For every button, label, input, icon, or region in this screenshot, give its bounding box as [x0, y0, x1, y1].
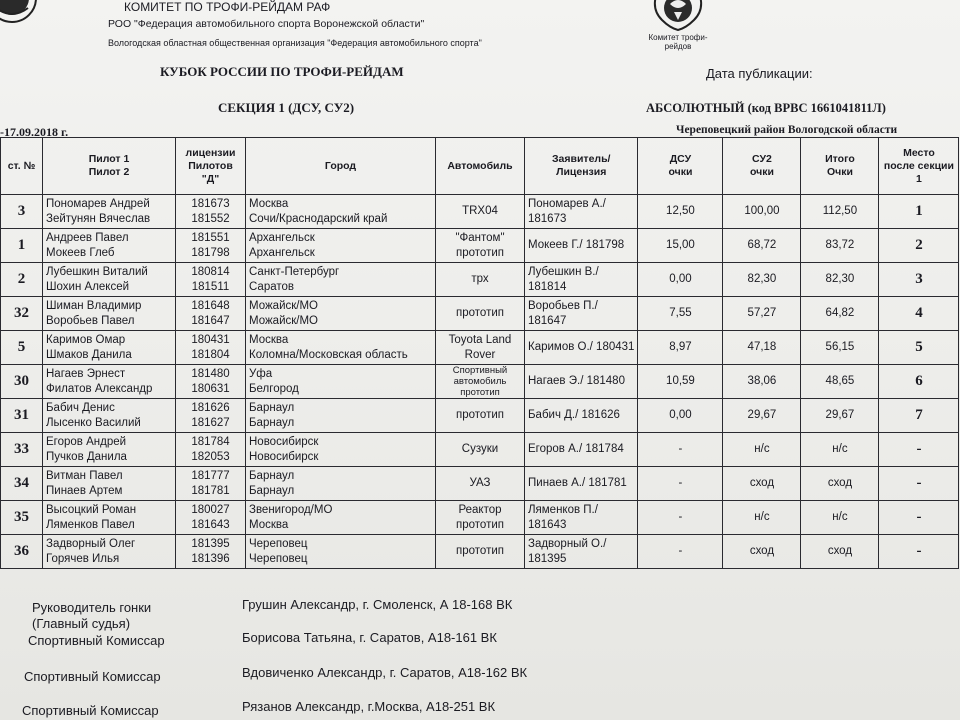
header-num: ст. №: [1, 138, 43, 195]
city-1: Звенигород/МО: [249, 503, 333, 516]
applicant-line-1: Пинаев А./ 181781: [528, 477, 627, 489]
license-1: 181395: [191, 537, 230, 550]
city-cell: [246, 229, 436, 263]
car-cell: прототип: [436, 297, 525, 331]
city-1: Уфа: [249, 367, 273, 380]
car-cell: Toyota Land Rover: [436, 331, 525, 365]
car-cell: Реактор прототип: [436, 501, 525, 535]
start-number: 1: [1, 229, 43, 263]
signature-name: Борисова Татьяна, г. Саратов, А18-161 ВК: [242, 630, 497, 645]
su2-score: 29,67: [723, 399, 801, 433]
signature-role: Спортивный Комиссар: [22, 703, 159, 718]
table-row: [1, 467, 959, 501]
place: -: [879, 501, 959, 535]
place: -: [879, 467, 959, 501]
city-cell: [246, 263, 436, 297]
pilots-cell: [43, 399, 176, 433]
header-city: Город: [246, 138, 436, 195]
car-cell: прототип: [436, 399, 525, 433]
start-number: 33: [1, 433, 43, 467]
header-car: Автомобиль: [436, 138, 525, 195]
applicant-line-1: Воробьев П./: [528, 299, 598, 312]
place: 4: [879, 297, 959, 331]
pilots-cell: [43, 229, 176, 263]
pilot-2: Шмаков Данила: [46, 348, 132, 361]
header-su2: СУ2 очки: [723, 138, 801, 195]
raf-logo-left: [0, 0, 42, 24]
city-1: Барнаул: [249, 401, 295, 414]
header-place: Место после секции 1: [879, 138, 959, 195]
start-number: 32: [1, 297, 43, 331]
license-1: 181673: [191, 197, 230, 210]
city-2: Архангельск: [249, 246, 315, 259]
license-2: 182053: [191, 450, 230, 463]
license-2: 181396: [191, 552, 230, 565]
applicant-cell: [525, 535, 638, 569]
license-2: 181643: [191, 518, 230, 531]
total-score: сход: [801, 467, 879, 501]
su2-score: 82,30: [723, 263, 801, 297]
licenses-cell: [176, 195, 246, 229]
license-2: 181647: [191, 314, 230, 327]
license-2: 181627: [191, 416, 230, 429]
pilots-cell: [43, 467, 176, 501]
pilot-1: Шиман Владимир: [46, 299, 142, 312]
license-2: 181552: [191, 212, 230, 225]
table-row: [1, 399, 959, 433]
header-dsu: ДСУ очки: [638, 138, 723, 195]
pilots-cell: [43, 433, 176, 467]
license-1: 181480: [191, 367, 230, 380]
table-row: [1, 297, 959, 331]
place: 6: [879, 365, 959, 399]
licenses-cell: [176, 399, 246, 433]
city-1: Архангельск: [249, 231, 315, 244]
pilot-2: Шохин Алексей: [46, 280, 130, 293]
city-cell: [246, 399, 436, 433]
total-score: 48,65: [801, 365, 879, 399]
applicant-line-2: 181647: [528, 314, 567, 327]
applicant-cell: [525, 297, 638, 331]
applicant-line-2: 181643: [528, 518, 567, 531]
car-cell: трх: [436, 263, 525, 297]
start-number: 30: [1, 365, 43, 399]
header-licenses: лицензии Пилотов "Д": [176, 138, 246, 195]
city-2: Можайск/МО: [249, 314, 318, 327]
table-row: [1, 501, 959, 535]
start-number: 36: [1, 535, 43, 569]
total-score: 56,15: [801, 331, 879, 365]
header-pilots: Пилот 1 Пилот 2: [43, 138, 176, 195]
dsu-score: 8,97: [638, 331, 723, 365]
applicant-line-1: Пономарев А./: [528, 197, 606, 210]
car-cell: УАЗ: [436, 467, 525, 501]
license-1: 181777: [191, 469, 230, 482]
event-date: -17.09.2018 г.: [0, 125, 69, 139]
city-1: Череповец: [249, 537, 308, 550]
su2-score: 47,18: [723, 331, 801, 365]
su2-score: 68,72: [723, 229, 801, 263]
city-2: Барнаул: [249, 484, 295, 497]
pilot-1: Егоров Андрей: [46, 435, 127, 448]
applicant-cell: [525, 501, 638, 535]
pilot-2: Филатов Александр: [46, 382, 153, 395]
place: -: [879, 433, 959, 467]
header-total: Итого Очки: [801, 138, 879, 195]
car-cell: Сузуки: [436, 433, 525, 467]
place: 2: [879, 229, 959, 263]
city-2: Новосибирск: [249, 450, 319, 463]
total-score: 29,67: [801, 399, 879, 433]
applicant-cell: [525, 229, 638, 263]
licenses-cell: [176, 297, 246, 331]
signature-name: Рязанов Александр, г.Москва, А18-251 ВК: [242, 699, 496, 714]
section-title: СЕКЦИЯ 1 (ДСУ, СУ2): [218, 100, 355, 115]
city-1: Новосибирск: [249, 435, 319, 448]
license-1: 181626: [191, 401, 230, 414]
place: 7: [879, 399, 959, 433]
car-cell: TRX04: [436, 195, 525, 229]
city-2: Барнаул: [249, 416, 295, 429]
pilot-1: Витман Павел: [46, 469, 123, 482]
pilot-1: Нагаев Эрнест: [46, 367, 126, 380]
pilot-2: Пучков Данила: [46, 450, 127, 463]
city-cell: [246, 297, 436, 331]
table-row: [1, 331, 959, 365]
signature-role: Руководитель гонки: [32, 600, 152, 615]
licenses-cell: [176, 229, 246, 263]
applicant-line-1: Егоров А./ 181784: [528, 443, 624, 455]
su2-score: 38,06: [723, 365, 801, 399]
place: 3: [879, 263, 959, 297]
dsu-score: -: [638, 433, 723, 467]
city-2: Коломна/Московская область: [249, 348, 408, 361]
trophy-committee-logo: [648, 0, 708, 34]
dsu-score: 12,50: [638, 195, 723, 229]
su2-score: 57,27: [723, 297, 801, 331]
dsu-score: -: [638, 535, 723, 569]
pilot-1: Каримов Омар: [46, 333, 126, 346]
applicant-cell: [525, 331, 638, 365]
logo-caption: Комитет трофи-рейдов: [648, 33, 708, 51]
city-2: Сочи/Краснодарский край: [249, 212, 388, 225]
committee-title: КОМИТЕТ ПО ТРОФИ-РЕЙДАМ РАФ: [124, 0, 331, 14]
cup-title: КУБОК РОССИИ ПО ТРОФИ-РЕЙДАМ: [160, 64, 404, 79]
city-cell: [246, 365, 436, 399]
start-number: 2: [1, 263, 43, 297]
applicant-line-1: Ляменков П./: [528, 503, 598, 516]
dsu-score: 10,59: [638, 365, 723, 399]
signature-role: Спортивный Комиссар: [28, 633, 165, 648]
licenses-cell: [176, 535, 246, 569]
license-2: 180631: [191, 382, 230, 395]
pilots-cell: [43, 501, 176, 535]
applicant-cell: [525, 195, 638, 229]
total-score: сход: [801, 535, 879, 569]
city-cell: [246, 535, 436, 569]
license-1: 180431: [191, 333, 230, 346]
licenses-cell: [176, 433, 246, 467]
applicant-cell: [525, 433, 638, 467]
applicant-line-1: Мокеев Г./ 181798: [528, 239, 625, 251]
license-1: 181784: [191, 435, 230, 448]
license-2: 181798: [191, 246, 230, 259]
city-cell: [246, 195, 436, 229]
dsu-score: 0,00: [638, 263, 723, 297]
total-score: 83,72: [801, 229, 879, 263]
licenses-cell: [176, 365, 246, 399]
pilot-1: Пономарев Андрей: [46, 197, 150, 210]
pilots-cell: [43, 331, 176, 365]
results-table: [0, 137, 959, 569]
table-row: [1, 229, 959, 263]
su2-score: н/с: [723, 501, 801, 535]
start-number: 5: [1, 331, 43, 365]
dsu-score: 7,55: [638, 297, 723, 331]
absolute-label: АБСОЛЮТНЫЙ (код ВРВС 1661041811Л): [646, 101, 886, 115]
licenses-cell: [176, 501, 246, 535]
pilot-2: Воробьев Павел: [46, 314, 135, 327]
applicant-line-1: Задворный О./: [528, 537, 607, 550]
pilot-2: Зейтунян Вячеслав: [46, 212, 151, 225]
license-1: 181551: [191, 231, 230, 244]
applicant-cell: [525, 263, 638, 297]
applicant-cell: [525, 399, 638, 433]
applicant-line-2: 181673: [528, 212, 567, 225]
license-1: 181648: [191, 299, 230, 312]
car-cell: прототип: [436, 535, 525, 569]
licenses-cell: [176, 263, 246, 297]
car-cell: "Фантом" прототип: [436, 229, 525, 263]
pilot-2: Мокеев Глеб: [46, 246, 115, 259]
start-number: 34: [1, 467, 43, 501]
header-applicant: Заявитель/ Лицензия: [525, 138, 638, 195]
total-score: 112,50: [801, 195, 879, 229]
total-score: н/с: [801, 433, 879, 467]
city-2: Саратов: [249, 280, 295, 293]
licenses-cell: [176, 467, 246, 501]
license-2: 181781: [191, 484, 230, 497]
applicant-line-2: 181395: [528, 552, 567, 565]
dsu-score: -: [638, 467, 723, 501]
city-1: Санкт-Петербург: [249, 265, 340, 278]
pilot-1: Андреев Павел: [46, 231, 129, 244]
publication-date-label: Дата публикации:: [706, 66, 813, 81]
city-2: Белгород: [249, 382, 299, 395]
region: Череповецкий район Вологодской области: [676, 124, 898, 136]
place: 1: [879, 195, 959, 229]
pilot-2: Ляменков Павел: [46, 518, 135, 531]
total-score: н/с: [801, 501, 879, 535]
pilot-2: Лысенко Василий: [46, 416, 141, 429]
dsu-score: -: [638, 501, 723, 535]
applicant-line-1: Нагаев Э./ 181480: [528, 375, 625, 387]
table-row: [1, 365, 959, 399]
license-1: 180027: [191, 503, 230, 516]
applicant-line-1: Бабич Д./ 181626: [528, 409, 620, 421]
city-1: Москва: [249, 197, 289, 210]
city-1: Москва: [249, 333, 289, 346]
total-score: 82,30: [801, 263, 879, 297]
table-row: [1, 195, 959, 229]
pilots-cell: [43, 195, 176, 229]
signature-name: Грушин Александр, г. Смоленск, А 18-168 ВК: [242, 597, 513, 612]
city-1: Барнаул: [249, 469, 295, 482]
city-cell: [246, 501, 436, 535]
applicant-line-1: Лубешкин В./: [528, 265, 599, 278]
applicant-line-2: 181814: [528, 280, 567, 293]
pilot-1: Лубешкин Виталий: [46, 265, 148, 278]
city-2: Череповец: [249, 552, 308, 565]
table-row: [1, 263, 959, 297]
org-title: Вологодская областная общественная организация "Федерация автомобильного спорта": [108, 38, 482, 48]
su2-score: сход: [723, 467, 801, 501]
city-2: Москва: [249, 518, 289, 531]
signature-role-sub: (Главный судья): [32, 616, 131, 631]
pilots-cell: [43, 535, 176, 569]
pilot-1: Задворный Олег: [46, 537, 136, 550]
start-number: 35: [1, 501, 43, 535]
licenses-cell: [176, 331, 246, 365]
table-row: [1, 433, 959, 467]
place: 5: [879, 331, 959, 365]
pilot-2: Горячев Илья: [46, 552, 120, 565]
applicant-cell: [525, 365, 638, 399]
license-2: 181511: [191, 280, 230, 293]
dsu-score: 15,00: [638, 229, 723, 263]
pilot-2: Пинаев Артем: [46, 484, 123, 497]
dsu-score: 0,00: [638, 399, 723, 433]
pilots-cell: [43, 297, 176, 331]
city-cell: [246, 433, 436, 467]
su2-score: сход: [723, 535, 801, 569]
applicant-line-1: Каримов О./ 180431: [528, 341, 635, 353]
applicant-cell: [525, 467, 638, 501]
signature-role: Спортивный Комиссар: [24, 669, 161, 684]
table-row: [1, 535, 959, 569]
city-cell: [246, 331, 436, 365]
table-header-row: [1, 138, 959, 195]
license-2: 181804: [191, 348, 230, 361]
pilots-cell: [43, 263, 176, 297]
pilots-cell: [43, 365, 176, 399]
start-number: 3: [1, 195, 43, 229]
city-1: Можайск/МО: [249, 299, 318, 312]
pilot-1: Бабич Денис: [46, 401, 115, 414]
pilot-1: Высоцкий Роман: [46, 503, 137, 516]
signature-name: Вдовиченко Александр, г. Саратов, А18-162 ВК: [242, 665, 528, 680]
start-number: 31: [1, 399, 43, 433]
total-score: 64,82: [801, 297, 879, 331]
su2-score: 100,00: [723, 195, 801, 229]
roo-title: РОО "Федерация автомобильного спорта Воронежской области": [108, 18, 425, 30]
place: -: [879, 535, 959, 569]
car-cell: Спортивный автомобиль прототип: [436, 365, 525, 399]
su2-score: н/с: [723, 433, 801, 467]
license-1: 180814: [191, 265, 230, 278]
city-cell: [246, 467, 436, 501]
